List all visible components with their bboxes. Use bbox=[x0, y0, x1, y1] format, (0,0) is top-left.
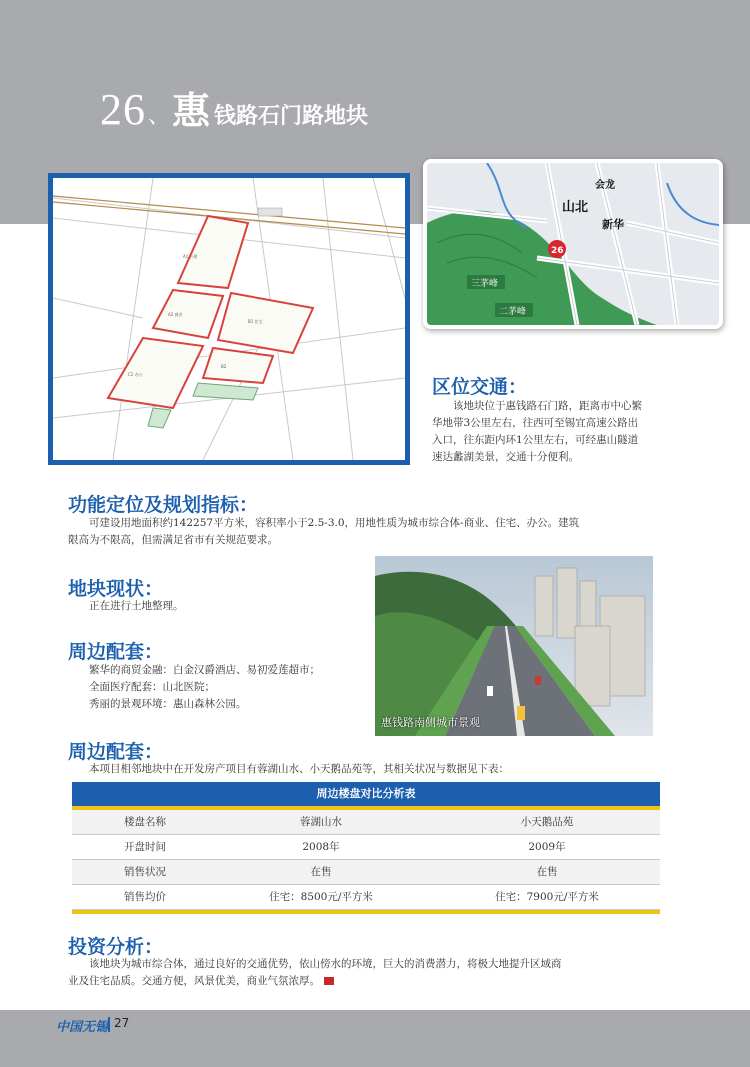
title-separator: 、 bbox=[148, 104, 171, 129]
table-cell: 销售均价 bbox=[124, 891, 166, 903]
table-cell: 蓉湖山水 bbox=[300, 816, 342, 828]
nearby-paragraph bbox=[68, 761, 688, 778]
svg-text:B2: B2 bbox=[221, 364, 227, 369]
nearby-intro: 本项目相邻地块中在开发房产项目有蓉湖山水、小天鹅品苑等，其相关状况与数据见下表： bbox=[89, 763, 509, 775]
table-cell: 2008年 bbox=[302, 841, 340, 853]
status-paragraph bbox=[68, 598, 368, 615]
map-label-shanbei: 山北 bbox=[562, 200, 589, 215]
end-mark-icon bbox=[324, 977, 334, 985]
location-map-drawing bbox=[427, 163, 719, 325]
investment-line-text: 业及住宅品质。交通方便，风景优美，商业气氛浓厚。 bbox=[68, 975, 320, 987]
map-label-huilong: 会龙 bbox=[595, 180, 615, 191]
transport-heading: 区位交通： bbox=[432, 376, 528, 398]
photo-caption: 惠钱路南侧城市景观 bbox=[381, 716, 480, 729]
planning-paragraph bbox=[68, 515, 688, 549]
table-cell: 在售 bbox=[536, 866, 558, 878]
transport-line: 华地带3公里左右，往西可至锡宜高速公路出 bbox=[432, 417, 639, 429]
facilities-line: 全面医疗配套：山北医院； bbox=[89, 681, 215, 693]
planning-heading: 功能定位及规划指标： bbox=[68, 494, 259, 516]
planning-line: 限高为不限高，但需满足省市有关规范要求。 bbox=[68, 534, 278, 546]
table-title: 周边楼盘对比分析表 bbox=[72, 782, 660, 810]
investment-line-2 bbox=[68, 973, 688, 990]
table-row bbox=[72, 810, 660, 835]
svg-text:A2 商业: A2 商业 bbox=[168, 312, 183, 317]
facilities-line: 繁华的商贸金融：白金汉爵酒店、易初爱莲超市； bbox=[89, 664, 320, 676]
map-marker-label: 26 bbox=[551, 246, 564, 256]
footer-band bbox=[0, 1010, 750, 1067]
svg-text:B1 住宅: B1 住宅 bbox=[248, 319, 263, 324]
status-heading: 地块现状： bbox=[68, 578, 164, 600]
facilities-heading: 周边配套： bbox=[68, 641, 164, 663]
svg-text:A1 公建: A1 公建 bbox=[183, 254, 198, 259]
table-cell: 2009年 bbox=[528, 841, 566, 853]
table-body bbox=[72, 810, 660, 910]
facilities-line: 秀丽的景观环境：惠山森林公园。 bbox=[89, 698, 247, 710]
table-cell: 住宅：7900元/平方米 bbox=[495, 891, 599, 903]
title-number: 26 bbox=[100, 85, 146, 134]
nearby-heading: 周边配套： bbox=[68, 741, 164, 763]
table-cell: 楼盘名称 bbox=[124, 816, 166, 828]
table-cell: 开盘时间 bbox=[124, 841, 166, 853]
table-row bbox=[72, 860, 660, 885]
investment-line: 该地块为城市综合体，通过良好的交通优势，依山傍水的环境，巨大的消费潜力，将极大地提升区域商 bbox=[89, 958, 562, 970]
table-cell: 销售状况 bbox=[124, 866, 166, 878]
location-map bbox=[423, 159, 723, 329]
site-plan-drawing bbox=[53, 178, 405, 460]
table-bottom-rule bbox=[72, 910, 660, 914]
street-photo-drawing bbox=[375, 556, 653, 736]
transport-line: 入口，往东距内环1公里左右，可经惠山隧道 bbox=[432, 434, 639, 446]
title-rest: 钱路石门路地块 bbox=[214, 104, 369, 129]
planning-line: 可建设用地面积约142257平方米，容积率小于2.5-3.0，用地性质为城市综合体-商业、住宅、办公。建筑 bbox=[89, 517, 580, 529]
table-row bbox=[72, 835, 660, 860]
table-cell: 住宅：8500元/平方米 bbox=[269, 891, 373, 903]
street-photo bbox=[375, 556, 653, 736]
investment-heading: 投资分析： bbox=[68, 936, 164, 958]
transport-line: 该地块位于惠钱路石门路，距离市中心繁 bbox=[453, 400, 642, 412]
status-line: 正在进行土地整理。 bbox=[89, 600, 184, 612]
footer-logo: 中国无锡 bbox=[56, 1020, 109, 1035]
map-label-ermaofeng: 二茅峰 bbox=[499, 307, 527, 317]
facilities-paragraph bbox=[68, 662, 368, 713]
page-number: 27 bbox=[114, 1016, 130, 1030]
comparison-table bbox=[72, 782, 660, 914]
map-label-sanmaofeng: 三茅峰 bbox=[471, 279, 499, 289]
svg-text:C1 办公: C1 办公 bbox=[128, 372, 143, 377]
table-cell: 在售 bbox=[310, 866, 332, 878]
title-big-char: 惠 bbox=[172, 89, 211, 133]
transport-paragraph bbox=[432, 398, 712, 466]
table-cell: 小天鹅品苑 bbox=[520, 816, 574, 828]
map-label-xinhua: 新华 bbox=[602, 218, 624, 231]
transport-line: 速达蠡湖美景，交通十分便利。 bbox=[432, 451, 579, 463]
page-title bbox=[100, 82, 368, 132]
footer-divider bbox=[108, 1017, 110, 1032]
investment-paragraph bbox=[68, 956, 688, 990]
table-row bbox=[72, 885, 660, 910]
site-plan-image bbox=[48, 173, 410, 465]
